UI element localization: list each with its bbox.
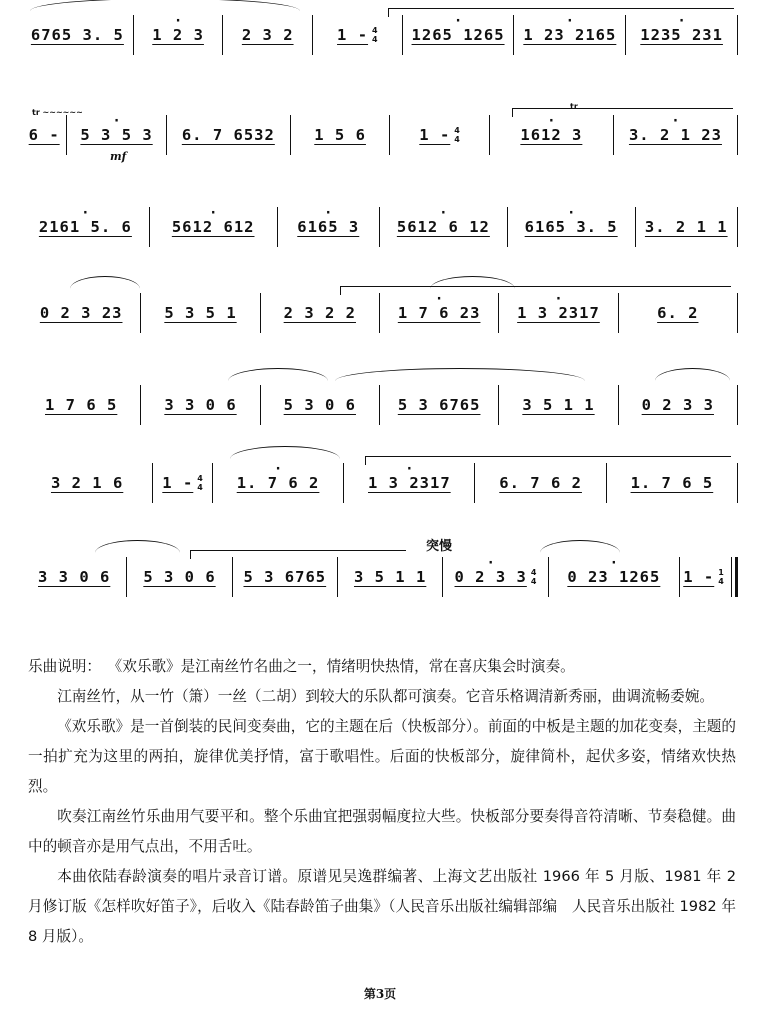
measure: 6. 7 6 2 bbox=[499, 474, 582, 492]
trill-mark: tr bbox=[570, 102, 578, 111]
music-notes bbox=[28, 652, 736, 952]
barline bbox=[737, 207, 738, 247]
measure: · 2161 5. 6 bbox=[39, 218, 132, 236]
measure: 5 3 0 6 bbox=[283, 396, 356, 414]
slur bbox=[540, 540, 620, 553]
slur bbox=[95, 540, 180, 553]
trill-mark: tr ~~~~~~ bbox=[32, 108, 83, 117]
barline bbox=[737, 15, 738, 55]
notes-paragraph: 本曲依陆春龄演奏的唱片录音订谱。原谱见吴逸群编著、上海文艺出版社 1966 年 5 月版、1981 年 2 月修订版《怎样吹好笛子》，后收入《陆春龄笛子曲集》（人民音乐出版社编辑部编 人民音乐出版社 1982 年 8 月版）。 bbox=[28, 868, 736, 945]
measure: · 1612 3 bbox=[520, 126, 582, 144]
slur bbox=[655, 368, 730, 381]
notes-paragraph: 《欢乐歌》是一首倒装的民间变奏曲，它的主题在后（快板部分）。前面的中板是主题的加花变奏，主题的一拍扩充为这里的两拍，旋律优美抒情，富于歌唱性。后面的快板部分，旋律简朴，起伏多姿，情绪欢快热烈。 bbox=[28, 718, 736, 795]
stave-5 bbox=[0, 370, 760, 448]
stave-6 bbox=[0, 448, 760, 526]
barline bbox=[737, 385, 738, 425]
final-barline bbox=[731, 557, 738, 597]
measure: · 3. 2 1 23 bbox=[629, 126, 722, 144]
measure: 1 5 6 bbox=[314, 126, 366, 144]
barline bbox=[737, 293, 738, 333]
measure: 1 - bbox=[419, 125, 451, 144]
measure: · 1 3 2317 bbox=[368, 474, 451, 492]
page-number: 第3页 bbox=[363, 987, 397, 1001]
measure: 5 3 6765 bbox=[243, 568, 327, 586]
measure: 1 7 6 5 bbox=[45, 396, 118, 414]
measure: 6. 2 bbox=[657, 304, 699, 322]
stave-1 bbox=[0, 0, 760, 78]
measure: · 6165 3 bbox=[297, 218, 359, 236]
measure: · 1. 7 6 2 bbox=[237, 474, 320, 492]
notes-label: 乐曲说明： bbox=[28, 658, 101, 675]
time-signature: 4 4 bbox=[454, 126, 460, 145]
measure: · 0 23 1265 bbox=[567, 568, 660, 586]
measure: · 1 3 2317 bbox=[517, 304, 600, 322]
measure: 3 2 1 6 bbox=[50, 474, 124, 492]
measure: 3. 2 1 1 bbox=[644, 218, 728, 236]
measure: · 6165 3. 5 bbox=[525, 218, 618, 236]
measure: · 5 3 5 3 bbox=[80, 126, 152, 144]
measure: 0 2 3 23 bbox=[39, 304, 123, 322]
measure: 1 - bbox=[683, 567, 715, 586]
barline bbox=[737, 115, 738, 155]
measure: · 1 23 2165 bbox=[523, 26, 616, 44]
measure: 6765 3. 5 bbox=[30, 26, 124, 44]
measure: · 1 2 3 bbox=[152, 26, 204, 44]
measure: 2 3 2 bbox=[241, 26, 294, 44]
notes-paragraph bbox=[28, 652, 736, 682]
measure: 1 - bbox=[337, 25, 369, 44]
stave-3 bbox=[0, 192, 760, 270]
measure: · 5612 6 12 bbox=[397, 218, 490, 236]
measure: 2 3 2 2 bbox=[283, 304, 356, 322]
stave-7 bbox=[0, 542, 760, 620]
time-signature: 4 4 bbox=[197, 474, 203, 493]
stave-2 bbox=[0, 100, 760, 178]
slur bbox=[70, 276, 140, 289]
slur bbox=[335, 368, 585, 381]
measure: 3 3 0 6 bbox=[38, 568, 111, 586]
measure: 1 - bbox=[162, 473, 194, 492]
time-signature: 4 4 bbox=[372, 26, 378, 45]
measure: 6 - bbox=[28, 126, 60, 144]
slur bbox=[230, 446, 340, 459]
time-signature: 4 4 bbox=[530, 568, 537, 587]
measure: · 1 7 6 23 bbox=[398, 304, 481, 322]
measure: 5 3 0 6 bbox=[143, 568, 216, 586]
barline bbox=[737, 463, 738, 503]
measure: · 1265 1265 bbox=[412, 26, 505, 44]
measure: · 1235 231 bbox=[640, 26, 723, 44]
stave-4 bbox=[0, 278, 760, 356]
slur bbox=[30, 0, 300, 11]
notes-paragraph: 吹奏江南丝竹乐曲用气要平和。整个乐曲宜把强弱幅度拉大些。快板部分要奏得音符清晰、节奏稳健。曲中的顿音亦是用气点出，不用舌吐。 bbox=[28, 808, 736, 855]
notes-text: 《欢乐歌》是江南丝竹名曲之一，情绪明快热情，常在喜庆集会时演奏。 bbox=[114, 658, 575, 675]
dynamic-marking: mf bbox=[110, 150, 127, 163]
measure: 3 5 1 1 bbox=[353, 568, 427, 586]
time-signature: 1 4 bbox=[718, 568, 724, 587]
measure: 0 2 3 3 bbox=[641, 396, 714, 414]
measure: 5 3 6765 bbox=[397, 396, 481, 414]
measure: 5 3 5 1 bbox=[164, 304, 237, 322]
measure: · 5612 612 bbox=[172, 218, 255, 236]
notes-paragraph: 江南丝竹，从一竹（箫）一丝（二胡）到较大的乐队都可演奏。它音乐格调清新秀丽，曲调流畅委婉。 bbox=[57, 688, 714, 705]
measure: · 0 2 3 3 bbox=[455, 568, 527, 586]
measure: 3 5 1 1 bbox=[522, 396, 595, 414]
measure: 6. 7 6532 bbox=[181, 126, 275, 144]
measure: 3 3 0 6 bbox=[164, 396, 237, 414]
tempo-marking: 突慢 bbox=[426, 539, 453, 554]
measure: 1. 7 6 5 bbox=[630, 474, 714, 492]
slur bbox=[228, 368, 328, 381]
